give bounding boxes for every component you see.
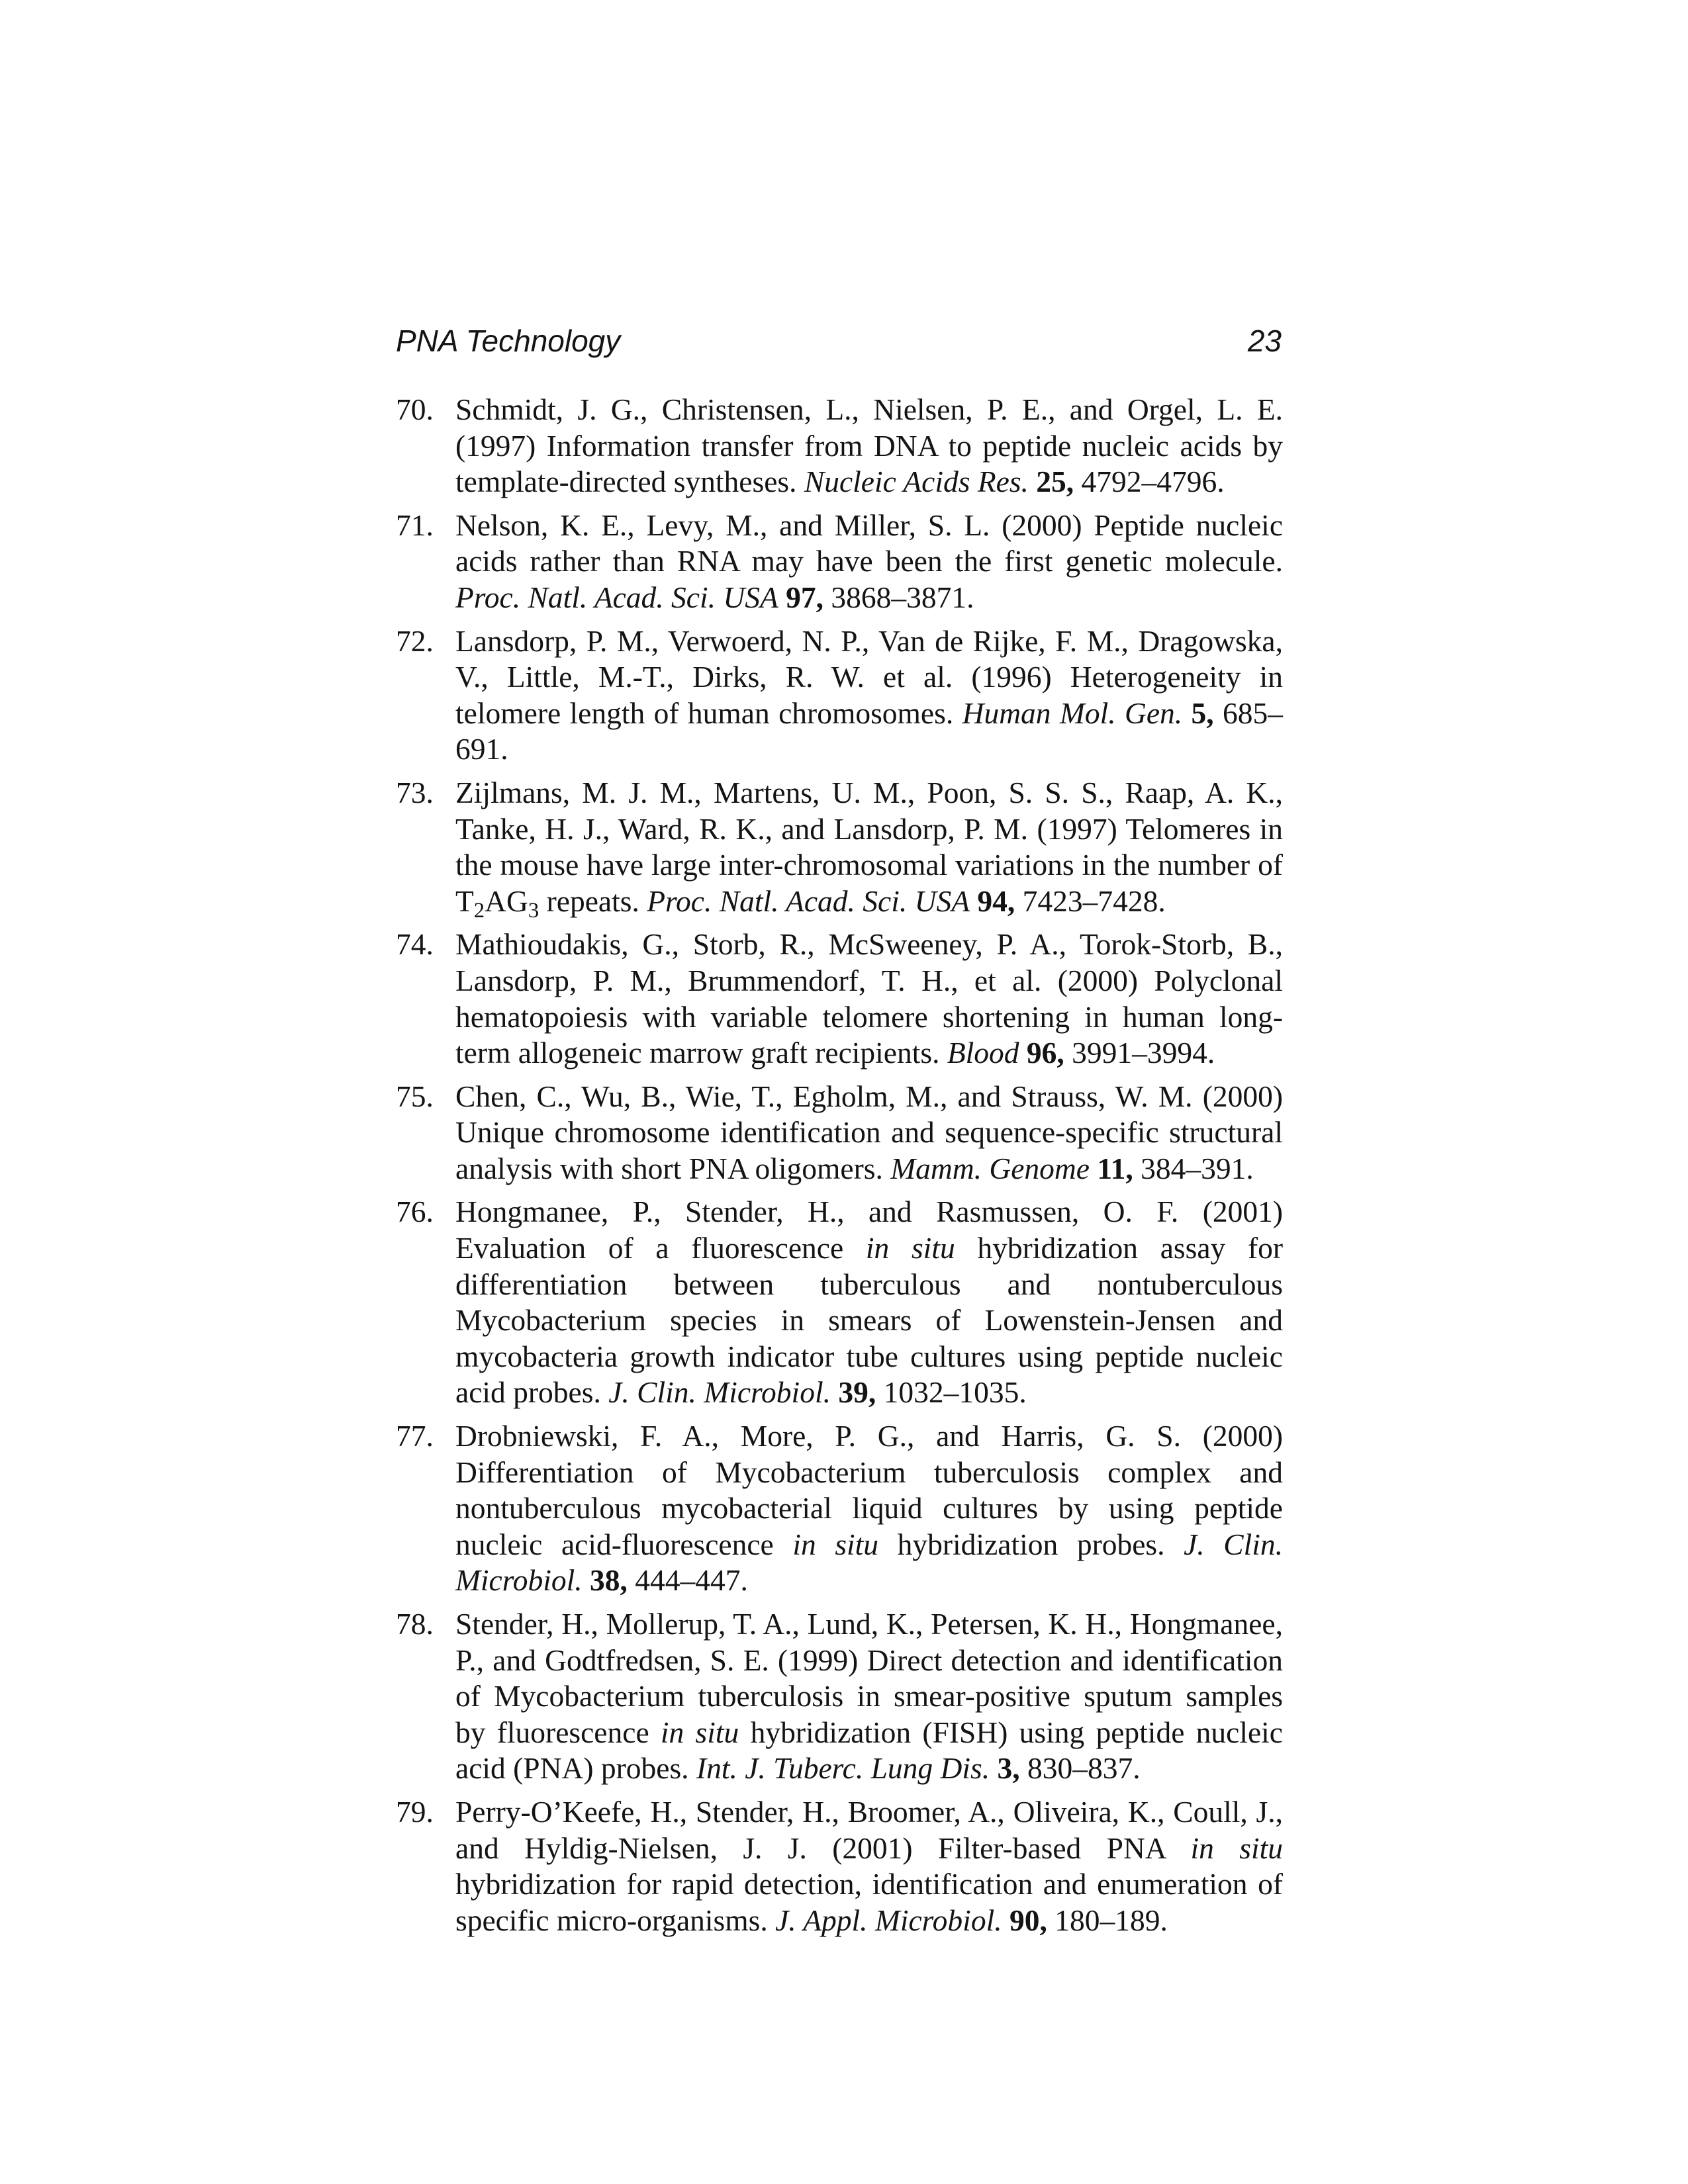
reference-journal: Human Mol. Gen. xyxy=(962,696,1183,730)
reference-item xyxy=(396,1194,1283,1411)
reference-year: (2001) xyxy=(1202,1195,1283,1229)
reference-number: 75. xyxy=(396,1079,434,1113)
reference-text xyxy=(455,1418,1283,1599)
reference-authors: Schmidt, J. G., Christensen, L., Nielsen, P. E., and Orgel, L. E. xyxy=(455,392,1283,426)
reference-volume: 96, xyxy=(1026,1036,1064,1070)
reference-number: 78. xyxy=(396,1607,434,1641)
reference-volume: 97, xyxy=(786,580,824,614)
reference-pages: 180–189. xyxy=(1055,1903,1168,1937)
reference-title-part: AG xyxy=(485,884,528,918)
reference-pages: 4792–4796. xyxy=(1081,465,1225,499)
reference-authors: Perry-O’Keefe, H., Stender, H., Broomer, A., Oliveira, K., Coull, J., and Hyldig-Nielsen, J. J. xyxy=(455,1794,1283,1865)
reference-authors: Chen, C., Wu, B., Wie, T., Egholm, M., and Strauss, W. M. xyxy=(455,1079,1193,1113)
reference-text xyxy=(455,927,1283,1071)
reference-volume: 94, xyxy=(977,884,1015,918)
running-head-title: PNA Technology xyxy=(396,324,621,358)
reference-text xyxy=(455,1606,1283,1787)
reference-volume: 25, xyxy=(1036,465,1074,499)
reference-title-part: hybridization assay for differentiation between tuberculous and nontuberculous Mycobacterium species in smears of Lowenstein-Jensen and mycobacteria growth indicator tube cultures using peptide nucleic acid probes. xyxy=(455,1231,1284,1410)
reference-title-part: repeats. xyxy=(539,884,639,918)
reference-journal: Blood xyxy=(947,1036,1019,1070)
reference-text xyxy=(455,1794,1283,1938)
reference-title-part: hybridization for rapid detection, identification and enumeration of specific micro-organisms. xyxy=(455,1867,1283,1937)
reference-text xyxy=(455,623,1283,768)
reference-title-part: Evaluation of a fluorescence xyxy=(455,1231,844,1265)
running-head xyxy=(396,318,1282,364)
reference-text xyxy=(455,392,1283,500)
reference-title: Peptide nucleic acids rather than RNA may have been the first genetic molecule. xyxy=(455,508,1284,578)
italic-term: in situ xyxy=(1190,1831,1284,1865)
reference-authors: Mathioudakis, G., Storb, R., McSweeney, P. A., Torok-Storb, B., Lansdorp, P. M., Brummendorf, T. H., et al. xyxy=(455,927,1283,997)
reference-text xyxy=(455,508,1283,616)
reference-year: (2000) xyxy=(1202,1419,1283,1453)
reference-journal: Proc. Natl. Acad. Sci. USA xyxy=(455,580,778,614)
reference-title: Heterogeneity in telomere length of human chromosomes. xyxy=(455,660,1284,730)
reference-journal: J. Appl. Microbiol. xyxy=(775,1903,1002,1937)
reference-authors: Hongmanee, P., Stender, H., and Rasmussen, O. F. xyxy=(455,1195,1179,1229)
reference-journal: J. Clin. Microbiol. xyxy=(608,1375,831,1410)
reference-journal: Mamm. Genome xyxy=(890,1151,1090,1185)
reference-title-part: Differentiation of Mycobacterium tuberculosis complex and nontuberculous mycobacterial liquid cultures by using peptide nucleic acid-fluorescence xyxy=(455,1455,1283,1561)
reference-item xyxy=(396,1079,1283,1187)
reference-title: Unique chromosome identification and sequence-specific structural analysis with short PNA oligomers. xyxy=(455,1115,1283,1185)
reference-item xyxy=(396,1606,1283,1787)
reference-volume: 5, xyxy=(1191,696,1214,730)
reference-number: 77. xyxy=(396,1419,434,1453)
reference-pages: 444–447. xyxy=(635,1563,748,1598)
subscript: 2 xyxy=(473,898,485,923)
reference-title-part: Filter-based PNA xyxy=(937,1831,1166,1865)
reference-number: 76. xyxy=(396,1195,434,1229)
reference-number: 72. xyxy=(396,623,434,658)
reference-pages: 685–691. xyxy=(455,696,1284,766)
reference-year: (1997) xyxy=(1037,811,1117,846)
reference-number: 70. xyxy=(396,392,434,426)
reference-journal: Proc. Natl. Acad. Sci. USA xyxy=(647,884,970,918)
reference-volume: 39, xyxy=(838,1375,876,1410)
italic-term: in situ xyxy=(792,1527,879,1561)
reference-pages: 3868–3871. xyxy=(831,580,974,614)
reference-year: (2000) xyxy=(1002,508,1082,542)
reference-item xyxy=(396,1418,1283,1599)
reference-pages: 3991–3994. xyxy=(1072,1036,1215,1070)
reference-authors: Stender, H., Mollerup, T. A., Lund, K., Petersen, K. H., Hongmanee, P., and Godtfredsen, S. E. xyxy=(455,1607,1283,1677)
reference-number: 74. xyxy=(396,927,434,962)
reference-number: 79. xyxy=(396,1794,434,1829)
reference-item xyxy=(396,927,1283,1071)
reference-pages: 384–391. xyxy=(1141,1151,1254,1185)
page-number: 23 xyxy=(1247,324,1282,358)
reference-year: (1996) xyxy=(971,660,1052,694)
reference-title-part: hybridization probes. xyxy=(897,1527,1165,1561)
reference-title-part: Direct detection and identification of Mycobacterium tuberculosis in smear-positive sputum samples by fluorescence xyxy=(455,1643,1283,1749)
reference-number: 71. xyxy=(396,508,434,542)
reference-authors: Lansdorp, P. M., Verwoerd, N. P., Van de Rijke, F. M., Dragowska, V., Little, M.-T., Dirks, R. W. et al. xyxy=(455,623,1283,694)
reference-pages: 830–837. xyxy=(1027,1751,1141,1786)
reference-text xyxy=(455,1079,1283,1187)
italic-term: in situ xyxy=(660,1715,739,1749)
reference-item xyxy=(396,508,1283,616)
subscript: 3 xyxy=(528,898,539,923)
reference-volume: 90, xyxy=(1009,1903,1047,1937)
reference-title-part: Telomeres in the mouse have large inter-chromosomal variations in the number of T xyxy=(455,811,1284,918)
reference-number: 73. xyxy=(396,775,434,809)
reference-item xyxy=(396,392,1283,500)
reference-item xyxy=(396,623,1283,768)
reference-year: (2000) xyxy=(1202,1079,1283,1113)
reference-authors: Zijlmans, M. J. M., Martens, U. M., Poon, S. S. S., Raap, A. K., Tanke, H. J., Ward, R. K., and Lansdorp, P. M. xyxy=(455,775,1283,846)
reference-text xyxy=(455,775,1284,923)
reference-journal: Int. J. Tuberc. Lung Dis. xyxy=(696,1751,990,1786)
reference-pages: 7423–7428. xyxy=(1022,884,1166,918)
reference-title xyxy=(455,1455,1283,1561)
reference-year: (2000) xyxy=(1057,963,1139,997)
reference-year: (1999) xyxy=(778,1643,859,1677)
reference-volume: 38, xyxy=(590,1563,628,1598)
reference-title: Polyclonal hematopoiesis with variable telomere shortening in human long-term allogeneic marrow graft recipients. xyxy=(455,963,1283,1070)
reference-item xyxy=(396,775,1284,923)
reference-pages: 1032–1035. xyxy=(883,1375,1027,1410)
reference-authors: Drobniewski, F. A., More, P. G., and Harris, G. S. xyxy=(455,1419,1181,1453)
reference-title-part: hybridization (FISH) using peptide nucleic acid (PNA) probes. xyxy=(455,1715,1284,1786)
reference-title: Information transfer from DNA to peptide nucleic acids by template-directed syntheses. xyxy=(455,428,1284,499)
italic-term: in situ xyxy=(865,1231,955,1265)
reference-year: (2001) xyxy=(832,1831,913,1865)
reference-journal: Nucleic Acids Res. xyxy=(804,465,1029,499)
reference-text xyxy=(455,1194,1283,1411)
reference-year: (1997) xyxy=(455,428,536,463)
reference-item xyxy=(396,1794,1283,1938)
reference-journal: J. Clin. Microbiol. xyxy=(455,1527,1283,1598)
reference-volume: 3, xyxy=(997,1751,1020,1786)
reference-list xyxy=(396,392,1283,1946)
reference-volume: 11, xyxy=(1097,1151,1133,1185)
reference-authors: Nelson, K. E., Levy, M., and Miller, S. L. xyxy=(455,508,990,542)
